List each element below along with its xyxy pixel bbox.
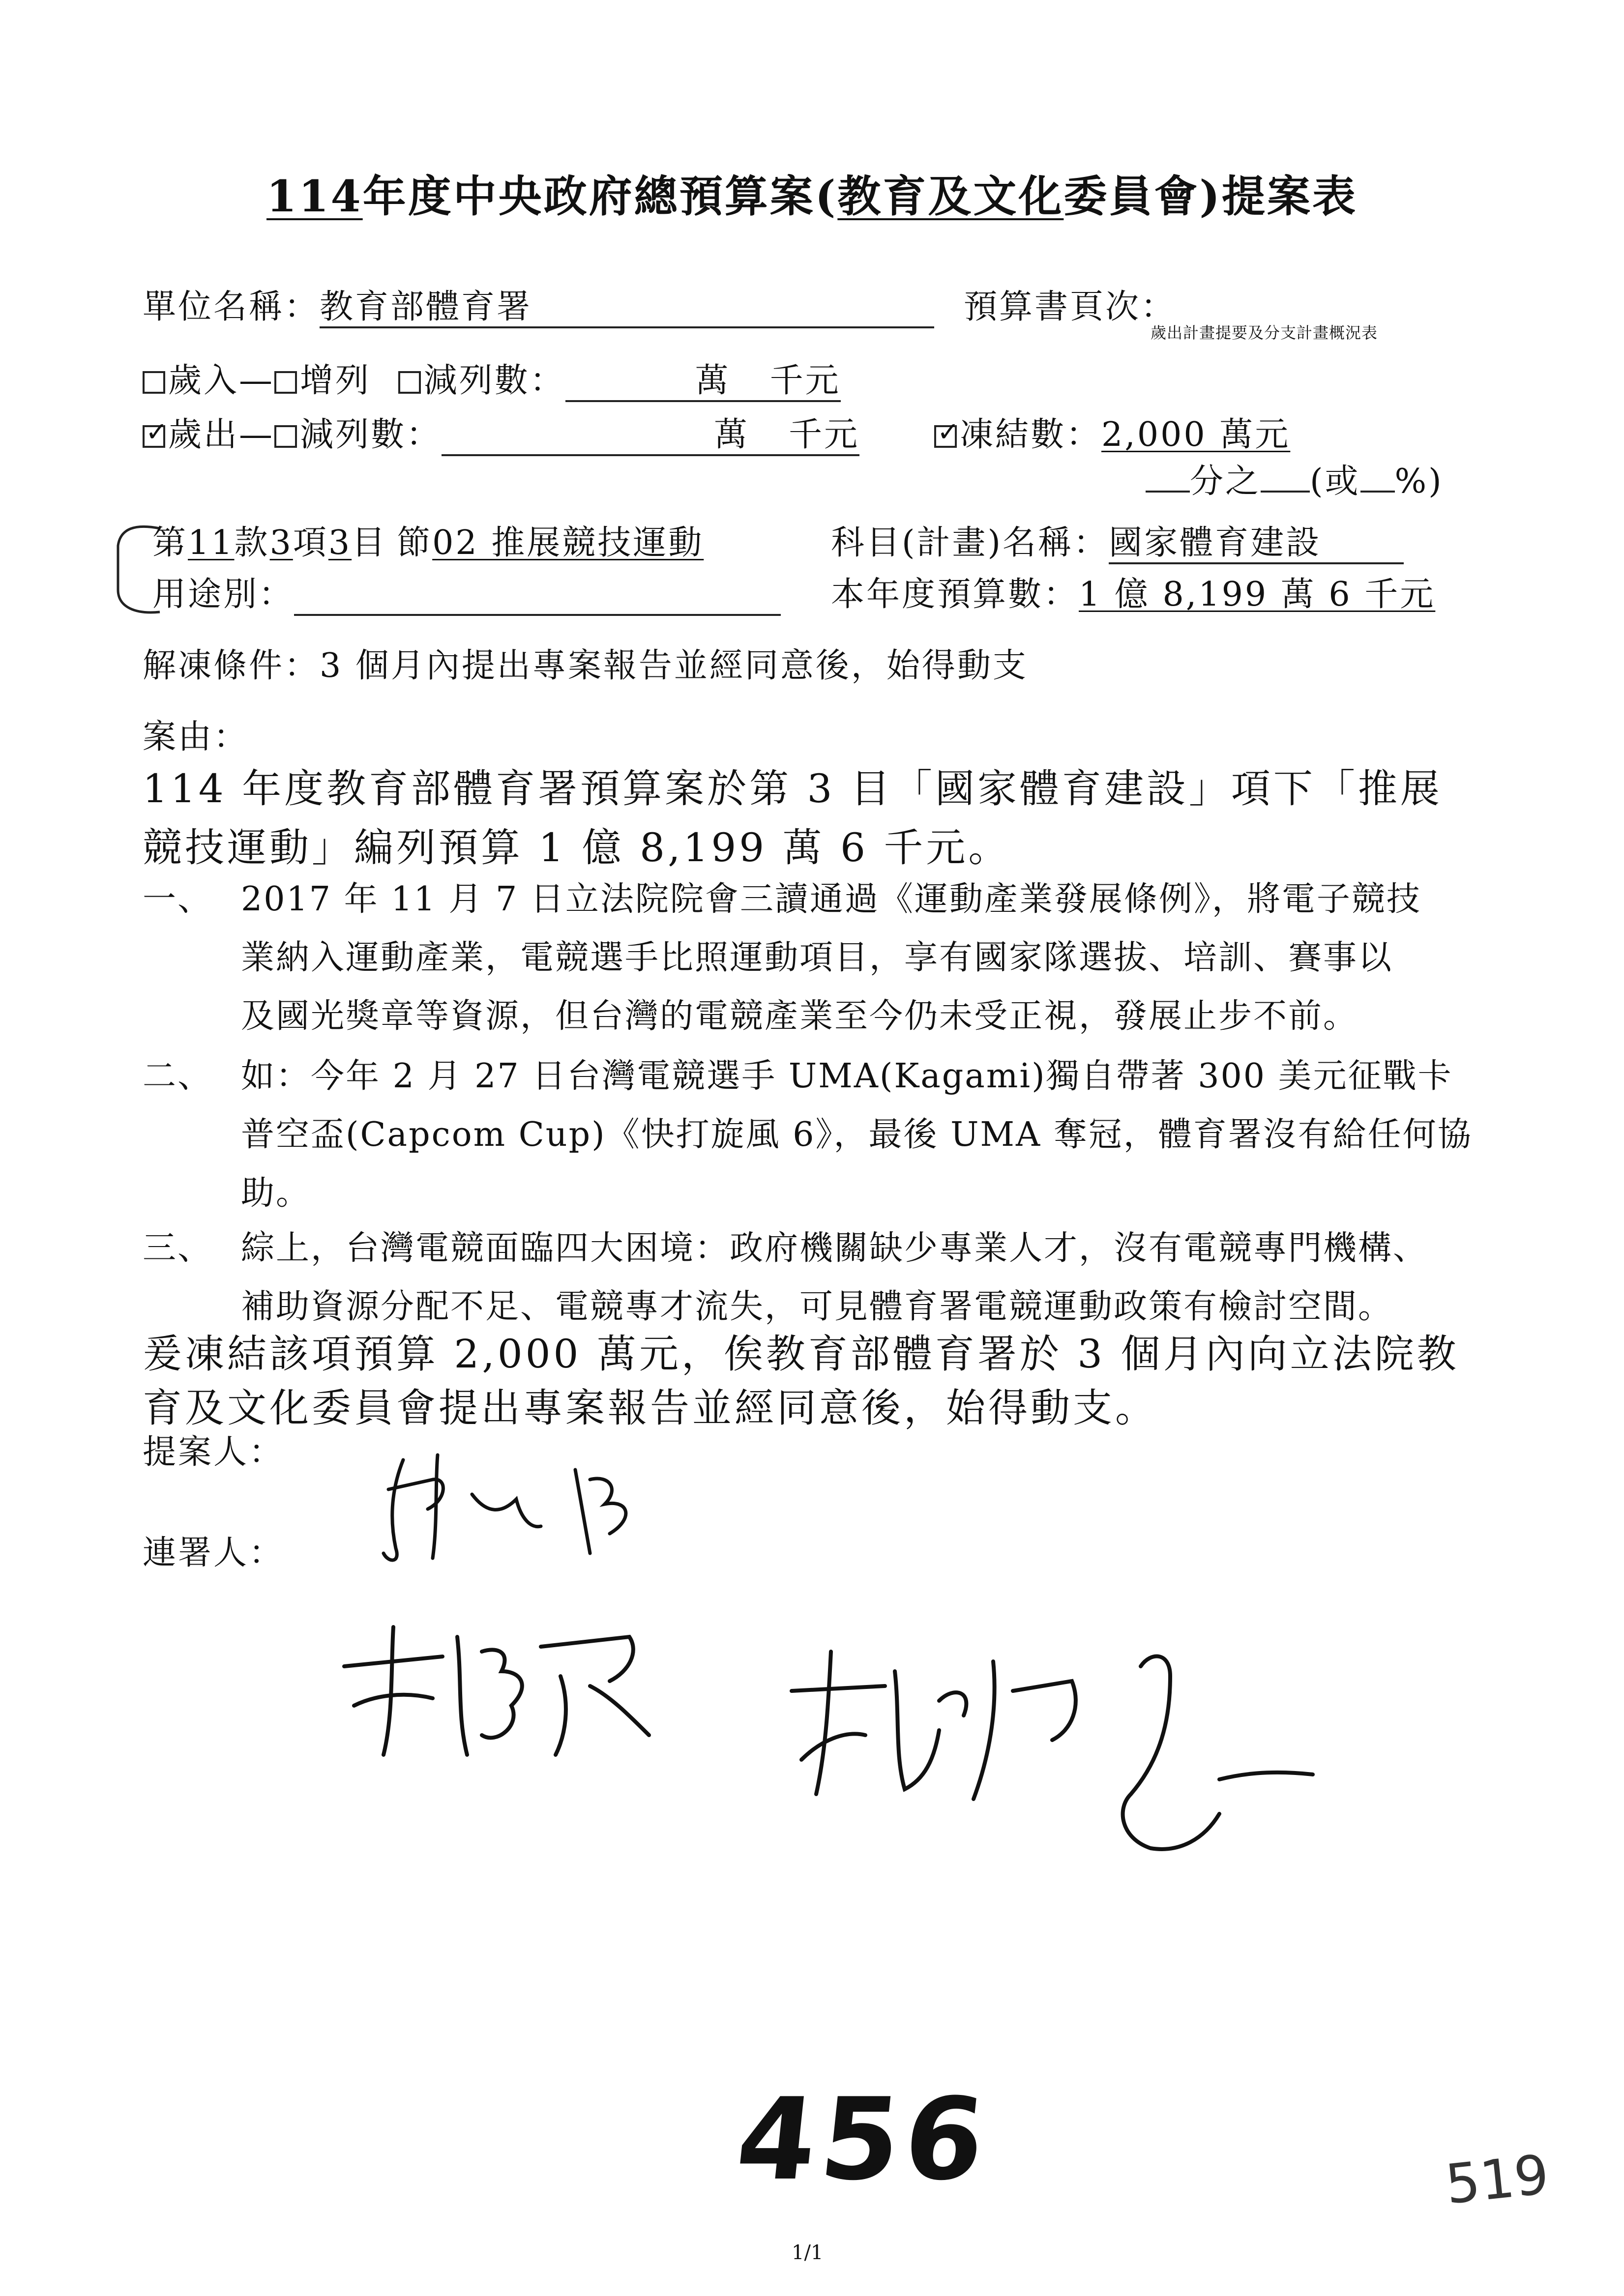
budget-page-label: 預算書頁次： [964, 288, 1177, 326]
reason-intro-line-1: 114 年度教育部體育署預算案於第 3 目「國家體育建設」項下「推展 [143, 766, 1443, 812]
list-item [143, 1219, 1428, 1336]
income-checkbox[interactable] [143, 371, 165, 394]
conclusion-line-2: 育及文化委員會提出專案報告並經同意後，始得動支。 [143, 1385, 1157, 1431]
increase-label: 增列 [300, 361, 371, 400]
xiang-label: 項 [293, 523, 328, 562]
subject-prefix: 第 [152, 523, 188, 562]
unit-row [143, 280, 934, 328]
title-committee: 教育及文化 [837, 171, 1064, 222]
income-row [143, 354, 841, 402]
signature-cosigner-1 [334, 1607, 669, 1770]
reason-label: 案由： [143, 718, 249, 756]
xiang-value: 3 [269, 523, 293, 562]
item-line: 2017 年 11 月 7 日立法院院會三讀通過《運動產業發展條例》，將電子競技 [241, 880, 1421, 919]
freeze-value: 2,000 萬元 [1101, 415, 1291, 454]
item-number: 一、 [143, 880, 213, 919]
reason-intro-line-2: 競技運動」編列預算 1 億 8,199 萬 6 千元。 [143, 825, 1011, 871]
footer-page-number: 1/1 [792, 2241, 824, 2264]
decrease-label: 減列數： [423, 361, 565, 400]
unit-value: 教育部體育署 [320, 288, 934, 328]
item-number: 二、 [143, 1057, 213, 1096]
item-line: 補助資源分配不足、電競專才流失，可見體育署電競運動政策有檢討空間。 [241, 1287, 1393, 1326]
income-amount-field[interactable] [565, 362, 841, 402]
list-item [143, 870, 1421, 1046]
item-line: 綜上，台灣電競面臨四大困境：政府機關缺少專業人才，沒有電競專門機構、 [241, 1229, 1428, 1268]
expense-label: 歲出— [168, 415, 275, 454]
list-item [143, 1047, 1473, 1222]
budget-row [831, 568, 1435, 615]
proposer-label: 提案人： [143, 1433, 285, 1472]
title-part1: 年度中央政府總預算案( [362, 171, 838, 222]
qian-label: 千元 [769, 361, 841, 400]
wan-label: 萬 [714, 415, 750, 454]
conclusion-line-1: 爰凍結該項預算 2,000 萬元，俟教育部體育署於 3 個月內向立法院教 [143, 1331, 1459, 1377]
signature-proposer [374, 1440, 679, 1573]
fraction-text-2: (或 [1310, 462, 1360, 501]
expense-row [143, 408, 859, 456]
freeze-checkbox[interactable] [934, 425, 957, 448]
budget-label: 本年度預算數： [831, 575, 1079, 614]
use-row [152, 568, 781, 616]
item-line: 普空盃(Capcom Cup)《快打旋風 6》，最後 UMA 奪冠，體育署沒有給任何協 [241, 1115, 1473, 1154]
fraction-text-1: 分之 [1190, 462, 1261, 501]
expense-decrease-checkbox[interactable] [274, 425, 297, 448]
freeze-label: 凍結數： [960, 415, 1102, 454]
income-label: 歲入— [168, 361, 275, 400]
title-part2: 委員會)提案表 [1063, 171, 1358, 222]
item-line: 業納入運動產業，電競選手比照運動項目，享有國家隊選拔、培訓、賽事以 [241, 938, 1393, 977]
mu-label: 目 [352, 523, 387, 562]
fraction-blank-1[interactable] [1146, 491, 1190, 493]
subject-row [152, 516, 704, 564]
expense-decrease-label: 減列數： [300, 415, 442, 454]
mu-value: 3 [328, 523, 352, 562]
subject-name-label: 科目(計畫)名稱： [831, 523, 1109, 562]
fraction-text-3: %) [1394, 462, 1444, 501]
budget-page-note: 歲出計畫提要及分支計畫概況表 [1151, 323, 1378, 342]
fraction-row [1146, 455, 1444, 502]
wan-label: 萬 [695, 361, 731, 400]
handwritten-number: 456 [730, 2074, 996, 2206]
item-number: 三、 [143, 1229, 213, 1268]
freeze-row [934, 408, 1290, 456]
handwritten-page-number: 519 [1442, 2143, 1552, 2216]
use-value-field[interactable] [294, 576, 781, 616]
unfreeze-condition: 解凍條件：3 個月內提出專案報告並經同意後，始得動支 [143, 646, 1028, 685]
expense-checkbox[interactable] [143, 425, 165, 448]
page-title [0, 162, 1624, 224]
item-line: 助。 [241, 1174, 311, 1213]
increase-checkbox[interactable] [274, 371, 297, 394]
jie-label: 節 [397, 523, 433, 562]
subject-name-row [831, 516, 1404, 564]
kuan-value: 11 [188, 523, 235, 562]
item-line: 及國光獎章等資源，但台灣的電競產業至今仍未受正視，發展止步不前。 [241, 997, 1358, 1036]
expense-amount-field[interactable] [442, 416, 859, 456]
jie-value: 02 推展競技運動 [432, 523, 704, 562]
use-label: 用途別： [152, 575, 295, 614]
title-year: 114 [266, 171, 363, 222]
unit-label: 單位名稱： [143, 288, 320, 326]
kuan-label: 款 [234, 523, 270, 562]
subject-name-value: 國家體育建設 [1109, 524, 1404, 564]
fraction-blank-2[interactable] [1261, 491, 1310, 493]
cosigner-label: 連署人： [143, 1534, 285, 1572]
decrease-checkbox[interactable] [398, 371, 421, 394]
budget-value: 1 億 8,199 萬 6 千元 [1079, 575, 1436, 614]
signature-cosigner-2 [777, 1632, 1318, 1868]
fraction-blank-3[interactable] [1360, 491, 1395, 493]
qian-label: 千元 [789, 415, 860, 454]
item-line: 如：今年 2 月 27 日台灣電競選手 UMA(Kagami)獨自帶著 300 美元征戰卡 [241, 1057, 1453, 1096]
